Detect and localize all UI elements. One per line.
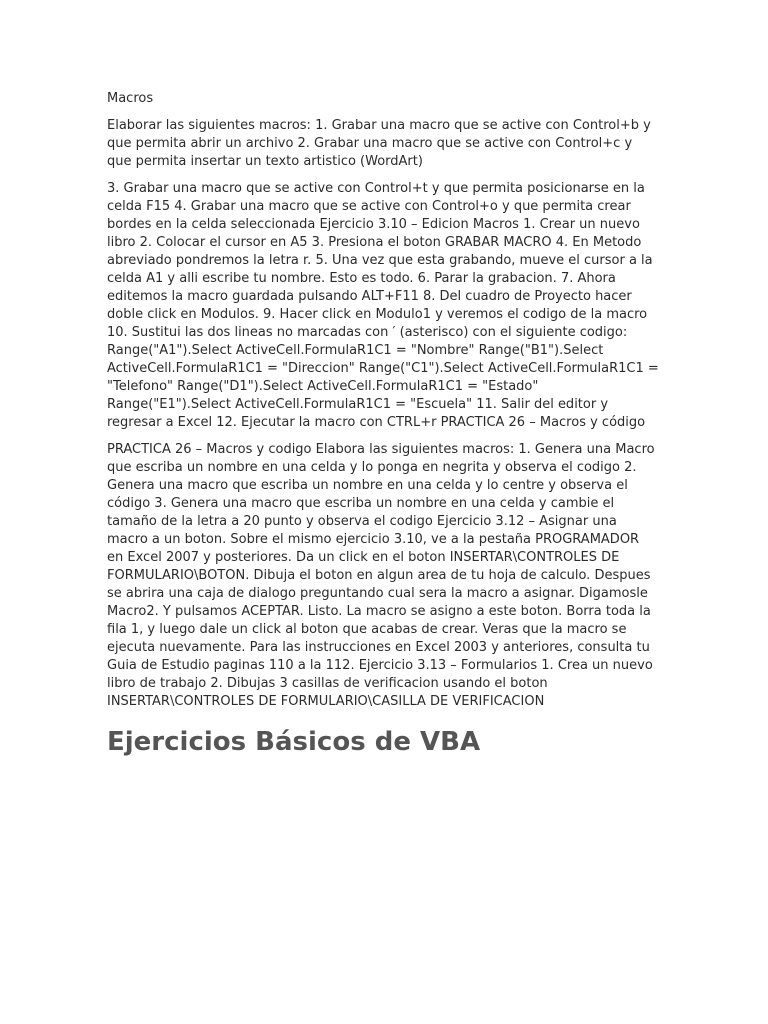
document-title: Macros xyxy=(107,91,154,106)
paragraph-intro: Elaborar las siguientes macros: 1. Grabar una macro que se active con Control+b y que permita abrir un archivo 2. Grabar una macro que se active con Control+c y que permita insertar un texto artistico (WordArt) xyxy=(107,118,651,169)
document-page xyxy=(107,90,659,759)
paragraph-practica-26: PRACTICA 26 – Macros y codigo Elabora las siguientes macros: 1. Genera una Macro que escriba un nombre en una celda y lo ponga en negrita y observa el codigo 2. Genera una macro que escriba un nombre en una celda y lo centre y observa el código 3. Genera una macro que escriba un nombre en una celda y cambie el tamaño de la letra a 20 punto y observa el codigo Ejercicio 3.12 – Asignar una macro a un boton. Sobre el mismo ejercicio 3.10, ve a la pestaña PROGRAMADOR en Excel 2007 y posteriores. Da un click en el boton INSERTAR\CONTROLES DE FORMULARIO\BOTON. Dibuja el boton en algun area de tu hoja de calculo. Despues se abrira una caja de dialogo preguntando cual sera la macro a asignar. Digamosle Macro2. Y pulsamos ACEPTAR. Listo. La macro se asigno a este boton. Borra toda la fila 1, y luego dale un click al boton que acabas de crear. Veras que la macro se ejecuta nuevamente. Para las instrucciones en Excel 2003 y anteriores, consulta tu Guia de Estudio paginas 110 a la 112. Ejercicio 3.13 – Formularios 1. Crea un nuevo libro de trabajo 2. Dibujas 3 casillas de verificacion usando el boton INSERTAR\CONTROLES DE FORMULARIO\CASILLA DE VERIFICACION xyxy=(107,442,655,709)
section-heading: Ejercicios Básicos de VBA xyxy=(107,727,481,757)
paragraph-exercise-3-10: 3. Grabar una macro que se active con Control+t y que permita posicionarse en la celda F15 4. Grabar una macro que se active con Control+o y que permita crear bordes en la celda seleccionada Ejercicio 3.10 – Edicion Macros 1. Crear un nuevo libro 2. Colocar el cursor en A5 3. Presiona el boton GRABAR MACRO 4. En Metodo abreviado pondremos la letra r. 5. Una vez que esta grabando, mueve el cursor a la celda A1 y alli escribe tu nombre. Esto es todo. 6. Parar la grabacion. 7. Ahora editemos la macro guardada pulsando ALT+F11 8. Del cuadro de Proyecto hacer doble click en Modulos. 9. Hacer click en Modulo1 y veremos el codigo de la macro 10. Sustitui las dos lineas no marcadas con ′ (asterisco) con el siguiente codigo: Range("A1").Select ActiveCell.FormulaR1C1 = "Nombre" Range("B1").Select ActiveCell.FormulaR1C1 = "Direccion" Range("C1").Select ActiveCell.FormulaR1C1 = "Telefono" Range("D1").Select ActiveCell.FormulaR1C1 = "Estado" Range("E1").Select ActiveCell.FormulaR1C1 = "Escuela" 11. Salir del editor y regresar a Excel 12. Ejecutar la macro con CTRL+r PRACTICA 26 – Macros y código xyxy=(107,181,659,430)
